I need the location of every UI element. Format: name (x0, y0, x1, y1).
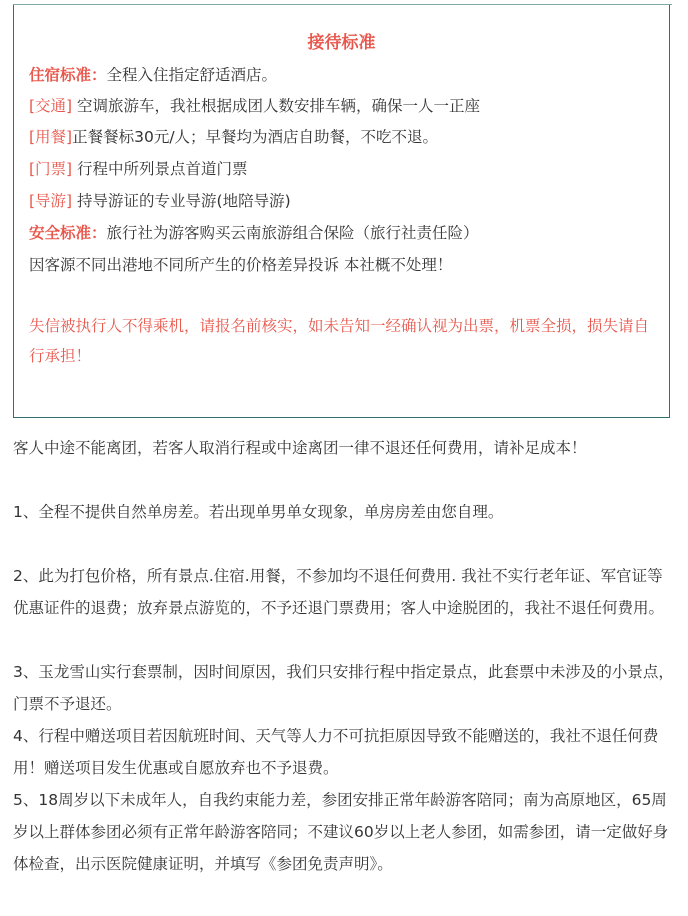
transport-text: 空调旅游车，我社根据成团人数安排车辆，确保一人一正座 (72, 97, 481, 115)
complaint-text: 因客源不同出港地不同所产生的价格差异投诉 本社概不处理！ (29, 256, 453, 274)
note-3: 3、玉龙雪山实行套票制，因时间原因，我们只安排行程中指定景点，此套票中未涉及的小景点，门票不予退还。 (13, 663, 674, 713)
note-2: 2、此为打包价格，所有景点.住宿.用餐，不参加均不退任何费用. 我社不实行老年证、军官证等优惠证件的退费；放弃景点游览的，不予还退门票费用；客人中途脱团的，我社不退任何费用。 (13, 567, 665, 617)
note-1: 1、全程不提供自然单房差。若出现单男单女现象，单房房差由您自理。 (13, 503, 504, 521)
note-leave-group: 客人中途不能离团，若客人取消行程或中途离团一律不退还任何费用，请补足成本！ (13, 439, 587, 457)
guide-text: 持导游证的专业导游(地陪导游) (72, 192, 291, 210)
safety-line (29, 221, 479, 243)
accommodation-text: 全程入住指定舒适酒店。 (106, 66, 278, 84)
meals-tag: [用餐] (29, 128, 73, 146)
tickets-text: 行程中所列景点首道门票 (72, 160, 248, 178)
accommodation-line (29, 63, 277, 85)
note-5: 5、18周岁以下未成年人，自我约束能力差，参团安排正常年龄游客陪同；南为高原地区，65周岁以上群体参团必须有正常年龄游客陪同；不建议60岁以上老人参团，如需参团，请一定做好身体检查，出示医院健康证明，并填写《参团免责声明》。 (13, 791, 669, 873)
box-title: 接待标准 (307, 33, 376, 53)
reception-standards-box (13, 5, 670, 418)
guide-tag: [导游] (29, 192, 73, 210)
accommodation-tag: 住宿标准： (29, 66, 107, 84)
note-4: 4、行程中赠送项目若因航班时间、天气等人力不可抗拒原因导致不能赠送的，我社不退任何费用！赠送项目发生优惠或自愿放弃也不予退费。 (13, 727, 659, 777)
credit-warning: 失信被执行人不得乘机，请报名前核实，如未告知一经确认视为出票，机票全损，损失请自行承担！ (29, 317, 650, 365)
tickets-tag: [门票] (29, 160, 73, 178)
tickets-line (29, 157, 248, 179)
complaint-line (29, 253, 452, 275)
guide-line (29, 189, 291, 211)
meals-line (29, 125, 438, 147)
safety-text: 旅行社为游客购买云南旅游组合保险（旅行社责任险） (106, 224, 479, 242)
transport-line (29, 94, 480, 116)
meals-text: 正餐餐标30元/人；早餐均为酒店自助餐，不吃不退。 (72, 128, 439, 146)
transport-tag: [交通] (29, 97, 73, 115)
safety-tag: 安全标准： (29, 224, 107, 242)
